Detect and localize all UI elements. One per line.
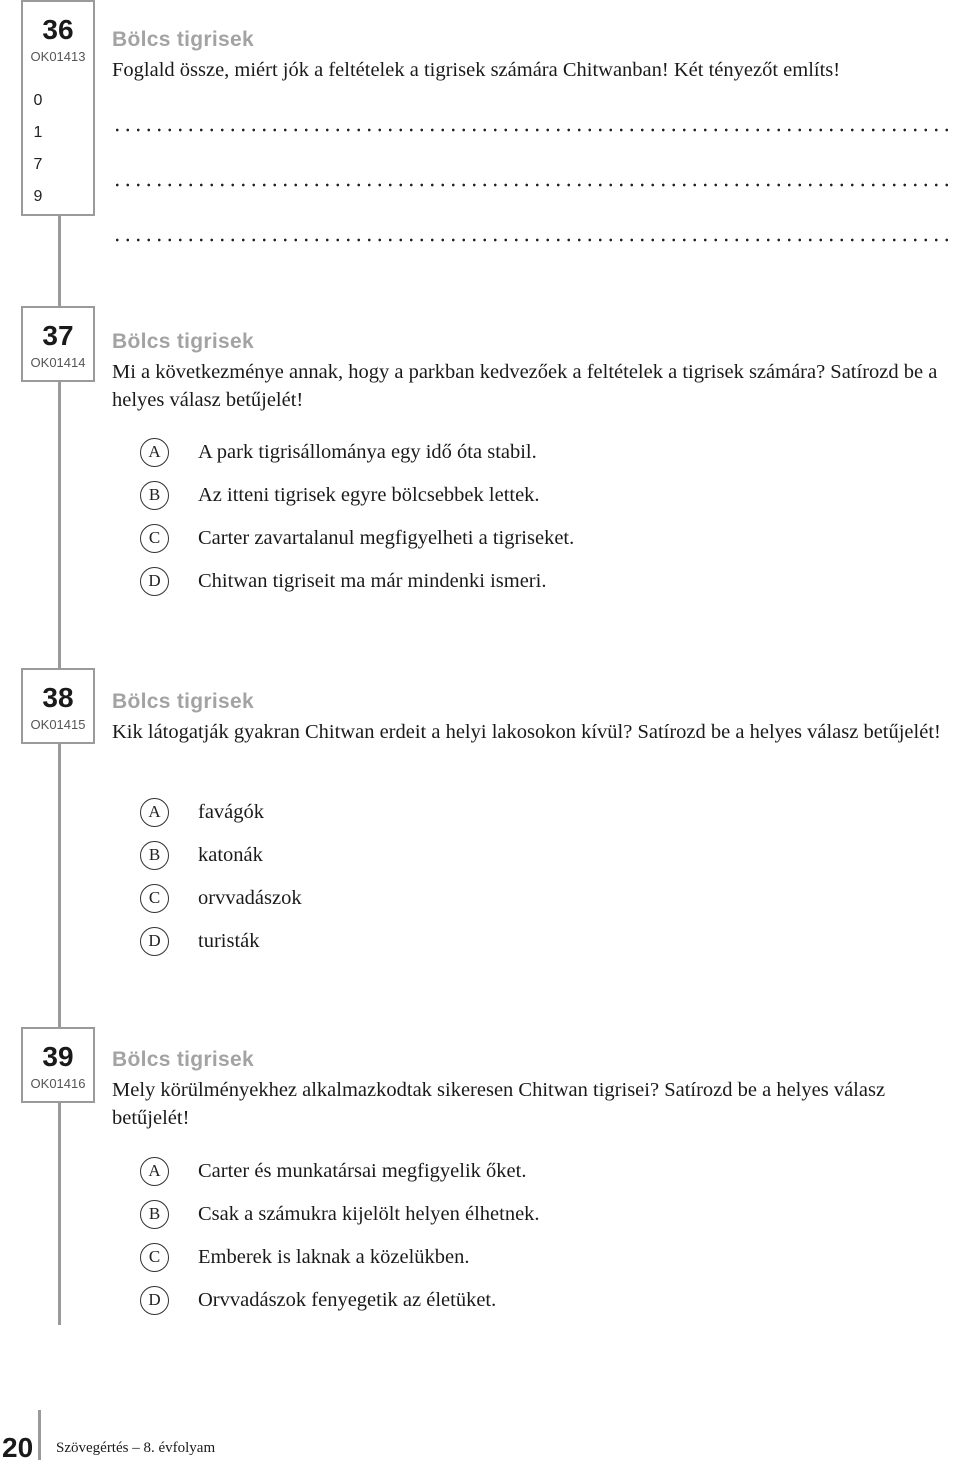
q38-option-b-circle[interactable]: B — [140, 841, 169, 870]
q38-option-b-text: katonák — [198, 844, 263, 866]
q38-question-text: Kik látogatják gyakran Chitwan erdeit a helyi lakosokon kívül? Satírozd be a helyes válasz betűjelét! — [112, 721, 941, 743]
q36-side-line — [58, 214, 61, 306]
q38-title: Bölcs tigrisek — [112, 690, 254, 713]
q39-number-box — [21, 1027, 95, 1103]
q36-score-1[interactable]: 1 — [33, 124, 43, 141]
q38-number: 38 — [42, 682, 74, 713]
q36-score-box — [21, 72, 95, 216]
q37-question-text: Mi a következménye annak, hogy a parkban kedvezőek a feltételek a tigrisek számára? Satírozd be a helyes válasz betűjelét! — [112, 361, 938, 411]
q37-number-box — [21, 306, 95, 382]
q36-question-text: Foglald össze, miért jók a feltételek a tigrisek számára Chitwanban! Két tényezőt említs! — [112, 59, 841, 81]
q39-code: OK01416 — [30, 1076, 86, 1091]
q37-option-b-text: Az itteni tigrisek egyre bölcsebbek lettek. — [198, 484, 540, 506]
q39-option-c-circle[interactable]: C — [140, 1243, 169, 1272]
q37-option-b-circle[interactable]: B — [140, 481, 169, 510]
q39-side-line — [58, 1103, 61, 1325]
page-number: 20 — [2, 1432, 34, 1463]
q39-option-b-circle[interactable]: B — [140, 1200, 169, 1229]
q37-option-a-circle[interactable]: A — [140, 438, 169, 467]
footer-divider — [38, 1410, 41, 1460]
q38-option-d-text: turisták — [198, 930, 260, 952]
q37-option-d-circle[interactable]: D — [140, 567, 169, 596]
q38-option-d-circle[interactable]: D — [140, 927, 169, 956]
q39-option-d-circle[interactable]: D — [140, 1286, 169, 1315]
q38-code: OK01415 — [30, 717, 86, 732]
q38-option-c-circle[interactable]: C — [140, 884, 169, 913]
q38-number-box — [21, 668, 95, 744]
q37-option-a-text: A park tigrisállománya egy idő óta stabil. — [198, 441, 537, 463]
q36-score-7[interactable]: 7 — [33, 156, 43, 173]
q36-answer-line-3[interactable] — [112, 238, 950, 242]
q36-title: Bölcs tigrisek — [112, 28, 254, 51]
footer-title: Szövegértés – 8. évfolyam — [56, 1440, 216, 1456]
q36-score-0[interactable]: 0 — [33, 92, 43, 109]
q38-option-a-circle[interactable]: A — [140, 798, 169, 827]
q36-answer-line-2[interactable] — [112, 183, 950, 187]
q38-side-line — [58, 744, 61, 1028]
q37-option-c-circle[interactable]: C — [140, 524, 169, 553]
q39-option-d-text: Orvvadászok fenyegetik az életüket. — [198, 1289, 497, 1311]
q37-code: OK01414 — [30, 355, 86, 370]
q36-code: OK01413 — [30, 49, 86, 64]
q37-option-c-text: Carter zavartalanul megfigyelheti a tigriseket. — [198, 527, 575, 549]
q39-number: 39 — [42, 1041, 74, 1072]
q36-score-9[interactable]: 9 — [33, 188, 43, 205]
q37-number: 37 — [42, 320, 74, 351]
q39-option-b-text: Csak a számukra kijelölt helyen élhetnek. — [198, 1203, 540, 1225]
q39-question-text: Mely körülményekhez alkalmazkodtak sikeresen Chitwan tigrisei? Satírozd be a helyes válasz betűjelét! — [112, 1079, 886, 1129]
q36-answer-line-1[interactable] — [112, 128, 950, 132]
q39-option-c-text: Emberek is laknak a közelükben. — [198, 1246, 470, 1268]
q38-option-c-text: orvvadászok — [198, 887, 302, 909]
q36-number-box — [21, 0, 95, 76]
q37-option-d-text: Chitwan tigriseit ma már mindenki ismeri. — [198, 570, 547, 592]
q37-side-line — [58, 382, 61, 668]
q39-option-a-text: Carter és munkatársai megfigyelik őket. — [198, 1160, 527, 1182]
q38-option-a-text: favágók — [198, 801, 265, 823]
q39-option-a-circle[interactable]: A — [140, 1157, 169, 1186]
q39-title: Bölcs tigrisek — [112, 1048, 254, 1071]
q36-number: 36 — [42, 14, 74, 45]
q37-title: Bölcs tigrisek — [112, 330, 254, 353]
